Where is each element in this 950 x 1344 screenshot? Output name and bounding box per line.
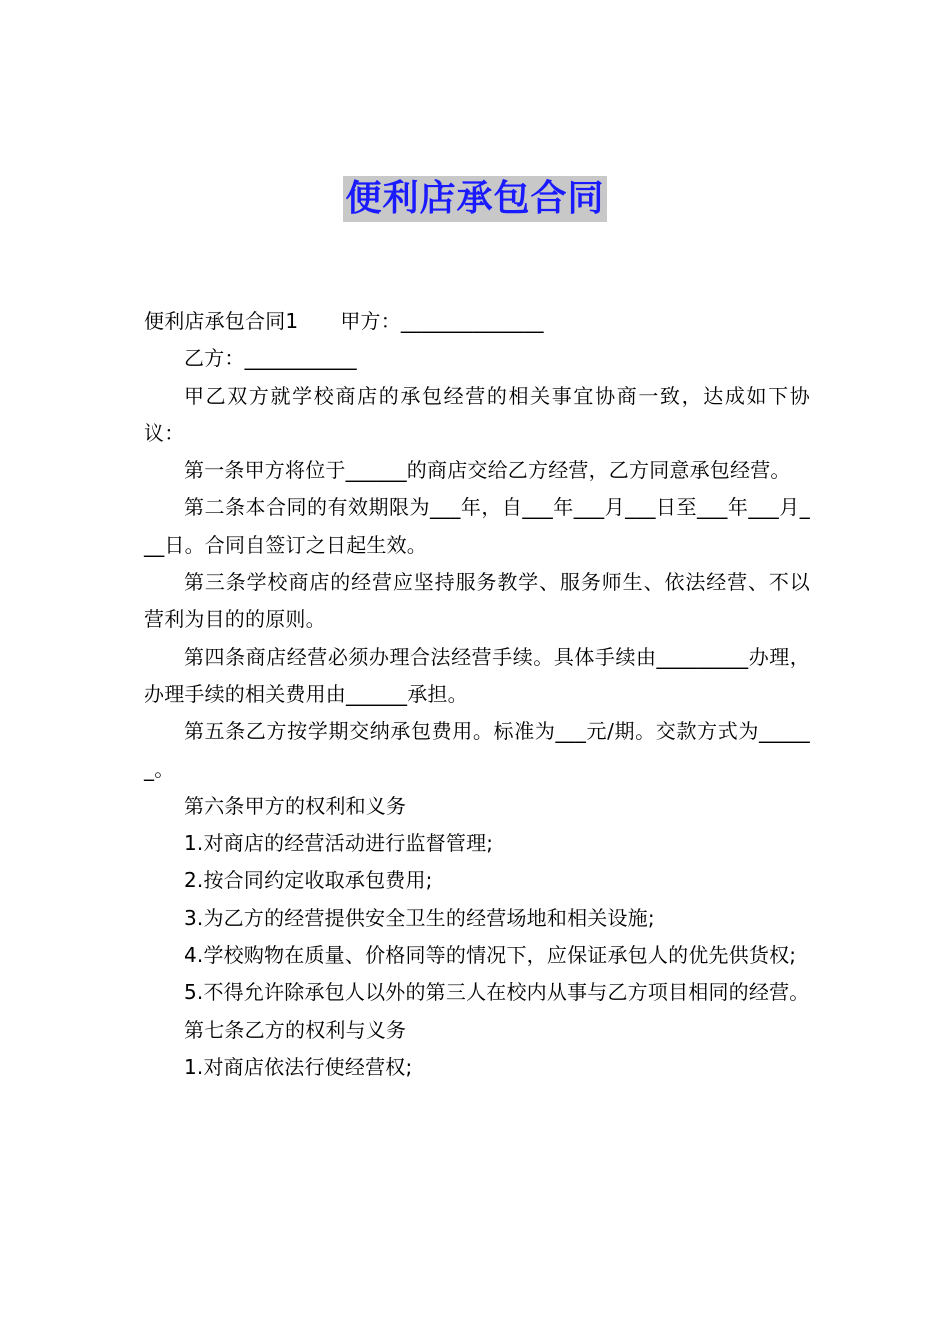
- article-3: 第三条学校商店的经营应坚持服务教学、服务师生、依法经营、不以营利为目的的原则。: [144, 570, 810, 632]
- article-6-item-3: 3.为乙方的经营提供安全卫生的经营场地和相关设施;: [184, 905, 655, 930]
- title-container: [0, 176, 950, 222]
- document-title: 便利店承包合同: [343, 176, 606, 222]
- article-7-heading: 第七条乙方的权利与义务: [184, 1017, 407, 1042]
- intro-heading: 便利店承包合同1: [144, 309, 299, 333]
- article-1: 第一条甲方将位于______的商店交给乙方经营，乙方同意承包经营。: [184, 458, 791, 483]
- document-body: [144, 303, 810, 1086]
- article-6-item-1: 1.对商店的经营活动进行监督管理;: [184, 831, 494, 856]
- party-a-line: 甲方：______________: [340, 309, 544, 333]
- party-b-line: 乙方：___________: [184, 346, 357, 371]
- article-6-item-4: 4.学校购物在质量、价格同等的情况下，应保证承包人的优先供货权;: [184, 943, 797, 968]
- article-2: 第二条本合同的有效期限为___年，自___年___月___日至___年___月___日。合同自签订之日起生效。: [144, 495, 810, 557]
- paragraph-preamble: 甲乙双方就学校商店的承包经营的相关事宜协商一致，达成如下协议：: [144, 383, 810, 445]
- intro-line: [144, 303, 810, 340]
- article-6-item-2: 2.按合同约定收取承包费用;: [184, 868, 433, 893]
- article-6-heading: 第六条甲方的权利和义务: [184, 793, 407, 818]
- article-6-item-5: 5.不得允许除承包人以外的第三人在校内从事与乙方项目相同的经营。: [184, 980, 810, 1005]
- article-4: 第四条商店经营必须办理合法经营手续。具体手续由_________办理，办理手续的相关费用由______承担。: [144, 644, 810, 706]
- article-5: 第五条乙方按学期交纳承包费用。标准为___元/期。交款方式为______。: [144, 719, 810, 781]
- article-7-item-1: 1.对商店依法行使经营权;: [184, 1054, 413, 1079]
